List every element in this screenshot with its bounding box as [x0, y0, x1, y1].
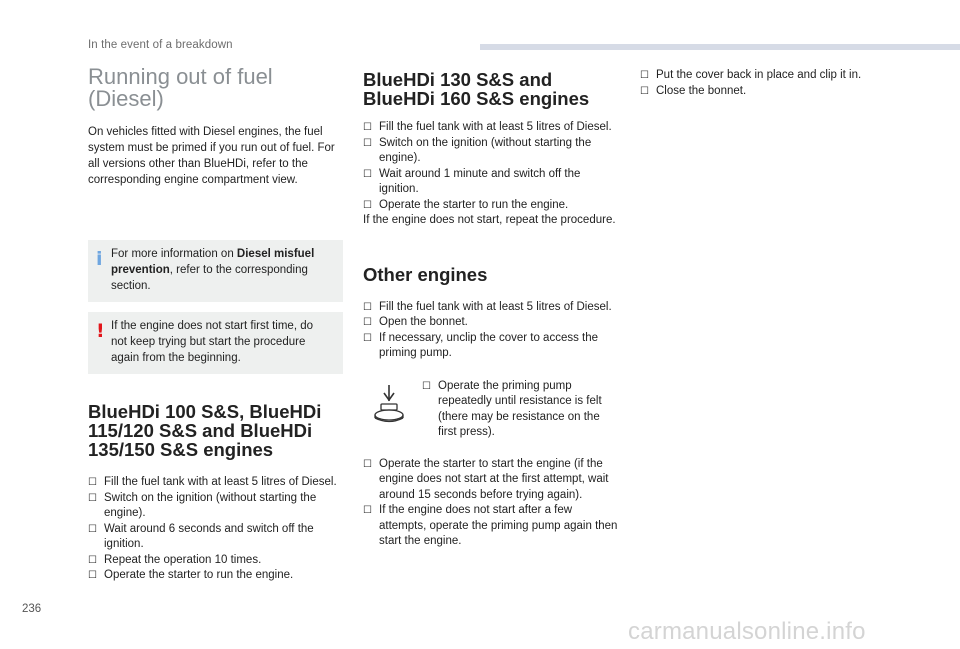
step-item: [363, 331, 621, 362]
column-left: [88, 66, 343, 584]
step-item: [363, 120, 621, 136]
repeat-note: If the engine does not start, repeat the procedure.: [363, 214, 616, 226]
step-list: [363, 300, 621, 362]
checkbox-icon: ☐: [363, 122, 372, 133]
step-text: Operate the starter to start the engine (if the engine does not start at the first attempt, wait around 15 seconds before trying again).: [379, 457, 609, 501]
header-bar: [480, 44, 960, 50]
step-item: [363, 315, 621, 331]
checkbox-icon: ☐: [88, 523, 97, 535]
section-heading-line: BlueHDi 130 S&S and: [363, 69, 553, 90]
step-text: Fill the fuel tank with at least 5 litres of Diesel.: [379, 121, 612, 133]
step-list: [363, 120, 621, 213]
section-header: In the event of a breakdown: [88, 39, 233, 51]
page-number: 236: [22, 603, 42, 615]
checkbox-icon: ☐: [363, 168, 372, 180]
step-item: [88, 475, 343, 491]
info-note-before: For more information on: [111, 248, 237, 260]
checkbox-icon: ☐: [363, 199, 372, 211]
step-text: If the engine does not start after a few attempts, operate the priming pump again then start the engine.: [379, 504, 618, 547]
step-text: Switch on the ignition (without starting the engine).: [104, 491, 317, 519]
step-text: Fill the fuel tank with at least 5 litres of Diesel.: [104, 476, 337, 488]
step-list: [88, 475, 343, 584]
step-text: Close the bonnet.: [656, 84, 747, 97]
info-note-bold: Diesel misfuel prevention: [111, 248, 315, 276]
checkbox-icon: ☐: [88, 477, 97, 488]
checkbox-icon: ☐: [88, 492, 97, 504]
page-title: [88, 66, 343, 110]
checkbox-icon: ☐: [363, 458, 372, 470]
step-text: Open the bonnet.: [379, 316, 468, 328]
info-note: [88, 240, 343, 302]
step-item: [363, 136, 621, 167]
step-item: [640, 84, 910, 100]
step-item: [88, 491, 343, 522]
warning-icon: !: [96, 320, 105, 342]
step-item: [88, 553, 343, 569]
checkbox-icon: ☐: [363, 301, 372, 313]
section-heading-line: BlueHDi 160 S&S engines: [363, 88, 590, 109]
column-right: [640, 66, 910, 99]
step-item: [363, 503, 621, 550]
step-text: Repeat the operation 10 times.: [104, 553, 262, 566]
step-item: [640, 68, 910, 84]
step-list: [422, 379, 621, 441]
step-text: Put the cover back in place and clip it in.: [656, 69, 862, 81]
step-item: [363, 300, 621, 316]
info-icon: i: [96, 248, 103, 270]
warning-note-text: If the engine does not start first time, do not keep trying but start the procedure again from the beginning.: [111, 320, 313, 364]
step-item: [363, 198, 621, 214]
step-item: [363, 167, 621, 198]
info-note-after: , refer to the corresponding section.: [111, 264, 308, 292]
section-heading-line: BlueHDi 100 S&S, BlueHDi: [88, 401, 322, 422]
section-heading-other: Other engines: [363, 263, 488, 285]
checkbox-icon: ☐: [422, 380, 431, 392]
checkbox-icon: ☐: [363, 137, 372, 149]
section-heading: [363, 70, 621, 108]
step-text: Fill the fuel tank with at least 5 litres of Diesel.: [379, 300, 612, 313]
step-text: Operate the starter to run the engine.: [104, 569, 294, 581]
page-title-line: (Diesel): [88, 86, 164, 111]
step-text: If necessary, unclip the cover to access the priming pump.: [379, 331, 599, 359]
step-text: Operate the starter to run the engine.: [379, 198, 569, 211]
checkbox-icon: ☐: [88, 570, 97, 581]
step-list: [640, 68, 910, 99]
step-text: Operate the priming pump repeatedly until resistance is felt (there may be resistance on the first press).: [438, 379, 602, 438]
step-list: [363, 457, 621, 550]
intro-text: On vehicles fitted with Diesel engines, the fuel system must be primed if you run out of fuel. For all versions other than BlueHDi, refer to the corresponding engine compartment view.: [88, 126, 335, 186]
priming-pump-block: [363, 379, 621, 441]
page-title-line: Running out of fuel: [88, 64, 273, 89]
checkbox-icon: ☐: [363, 505, 372, 516]
section-heading-line: 115/120 S&S and BlueHDi: [88, 420, 313, 441]
priming-pump-icon: [371, 383, 407, 428]
column-middle: [363, 66, 621, 550]
step-text: Wait around 6 seconds and switch off the ignition.: [104, 522, 314, 550]
checkbox-icon: ☐: [363, 317, 372, 328]
step-text: Wait around 1 minute and switch off the ignition.: [379, 167, 581, 195]
section-heading: [88, 402, 343, 459]
step-item: [422, 379, 621, 441]
watermark: carmanualsonline.info: [628, 618, 866, 645]
section-heading-line: 135/150 S&S engines: [88, 439, 274, 460]
step-item: [88, 522, 343, 553]
step-item: [88, 568, 343, 584]
step-text: Switch on the ignition (without starting the engine).: [379, 136, 592, 164]
checkbox-icon: ☐: [640, 70, 649, 81]
checkbox-icon: ☐: [640, 85, 649, 97]
checkbox-icon: ☐: [363, 332, 372, 344]
step-item: [363, 457, 621, 504]
checkbox-icon: ☐: [88, 554, 97, 566]
warning-note: [88, 312, 343, 374]
